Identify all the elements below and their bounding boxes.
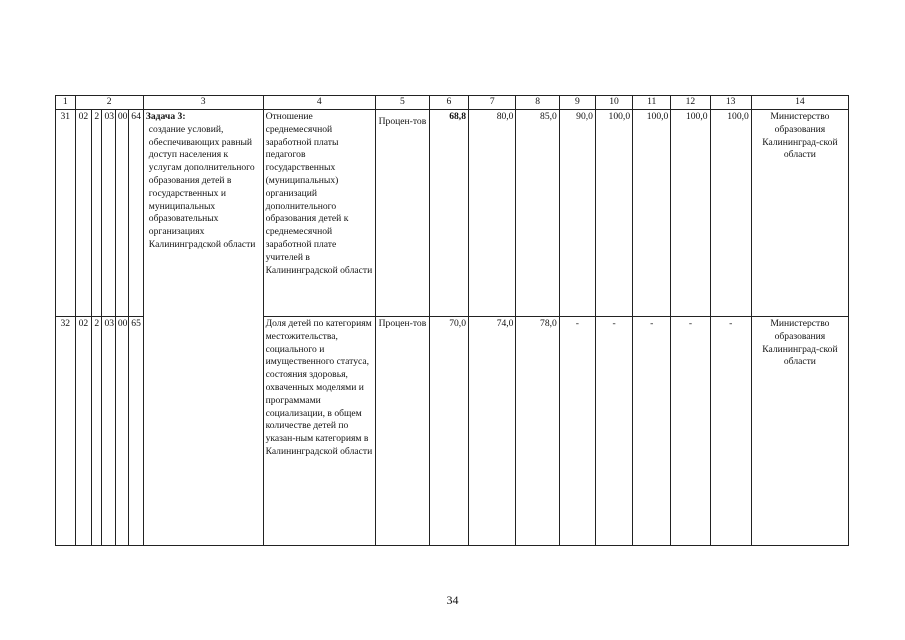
table-row — [56, 110, 849, 317]
value-cell: 90,0 — [559, 110, 595, 317]
code-cell: 00 — [115, 317, 128, 546]
col-header-11: 11 — [633, 96, 671, 110]
col-header-8: 8 — [516, 96, 559, 110]
unit-cell: Процен-тов — [376, 110, 430, 317]
value-cell: 100,0 — [710, 110, 751, 317]
code-cell: 2 — [92, 110, 102, 317]
responsible-cell: Министерство образования Калининград-ской области — [751, 110, 848, 317]
row-number: 32 — [56, 317, 76, 546]
unit-cell: Процен-тов — [376, 317, 430, 546]
col-header-6: 6 — [429, 96, 468, 110]
value-cell: - — [710, 317, 751, 546]
col-header-4: 4 — [263, 96, 376, 110]
value-cell: - — [595, 317, 632, 546]
col-header-5: 5 — [376, 96, 430, 110]
task-cell — [143, 110, 263, 546]
code-cell: 03 — [102, 317, 115, 546]
code-cell: 2 — [92, 317, 102, 546]
task-title: Задача 3: — [145, 111, 186, 122]
value-cell: - — [671, 317, 710, 546]
code-cell: 03 — [102, 110, 115, 317]
value-cell: 100,0 — [633, 110, 671, 317]
value-cell: - — [559, 317, 595, 546]
col-header-10: 10 — [595, 96, 632, 110]
value-cell: 85,0 — [516, 110, 559, 317]
value-cell: 78,0 — [516, 317, 559, 546]
value-cell: 70,0 — [429, 317, 468, 546]
code-cell: 64 — [129, 110, 144, 317]
col-header-12: 12 — [671, 96, 710, 110]
value-cell: 100,0 — [671, 110, 710, 317]
value-cell: 74,0 — [469, 317, 516, 546]
col-header-14: 14 — [751, 96, 848, 110]
value-cell: - — [633, 317, 671, 546]
indicators-table — [55, 95, 849, 546]
value-cell: 68,8 — [429, 110, 468, 317]
code-cell: 00 — [115, 110, 128, 317]
col-header-2: 2 — [75, 96, 143, 110]
col-header-9: 9 — [559, 96, 595, 110]
col-header-13: 13 — [710, 96, 751, 110]
value-cell: 100,0 — [595, 110, 632, 317]
page-number: 34 — [446, 593, 459, 607]
indicator-cell: Отношение среднемесячной заработной платы педагогов государственных (муниципальных) организаций дополнительного образования детей к среднемесячной заработной плате учителей в Калининградской области — [263, 110, 376, 317]
row-number: 31 — [56, 110, 76, 317]
code-cell: 65 — [129, 317, 144, 546]
col-header-3: 3 — [143, 96, 263, 110]
col-header-1: 1 — [56, 96, 76, 110]
col-header-7: 7 — [469, 96, 516, 110]
value-cell: 80,0 — [469, 110, 516, 317]
column-number-row — [56, 96, 849, 110]
code-cell: 02 — [75, 110, 92, 317]
task-text: создание условий, обеспечивающих равный доступ населения к услугам дополнительного образования детей в государственных и муниципальных образовательных организациях Калининградской области — [148, 123, 256, 250]
indicator-cell: Доля детей по категориям местожительства, социального и имущественного статуса, состояния здоровья, охваченных моделями и программами социализации, в общем количестве детей по указан-ным категориям в Калининградской области — [263, 317, 376, 546]
responsible-cell: Министерство образования Калининград-ской области — [751, 317, 848, 546]
code-cell: 02 — [75, 317, 92, 546]
